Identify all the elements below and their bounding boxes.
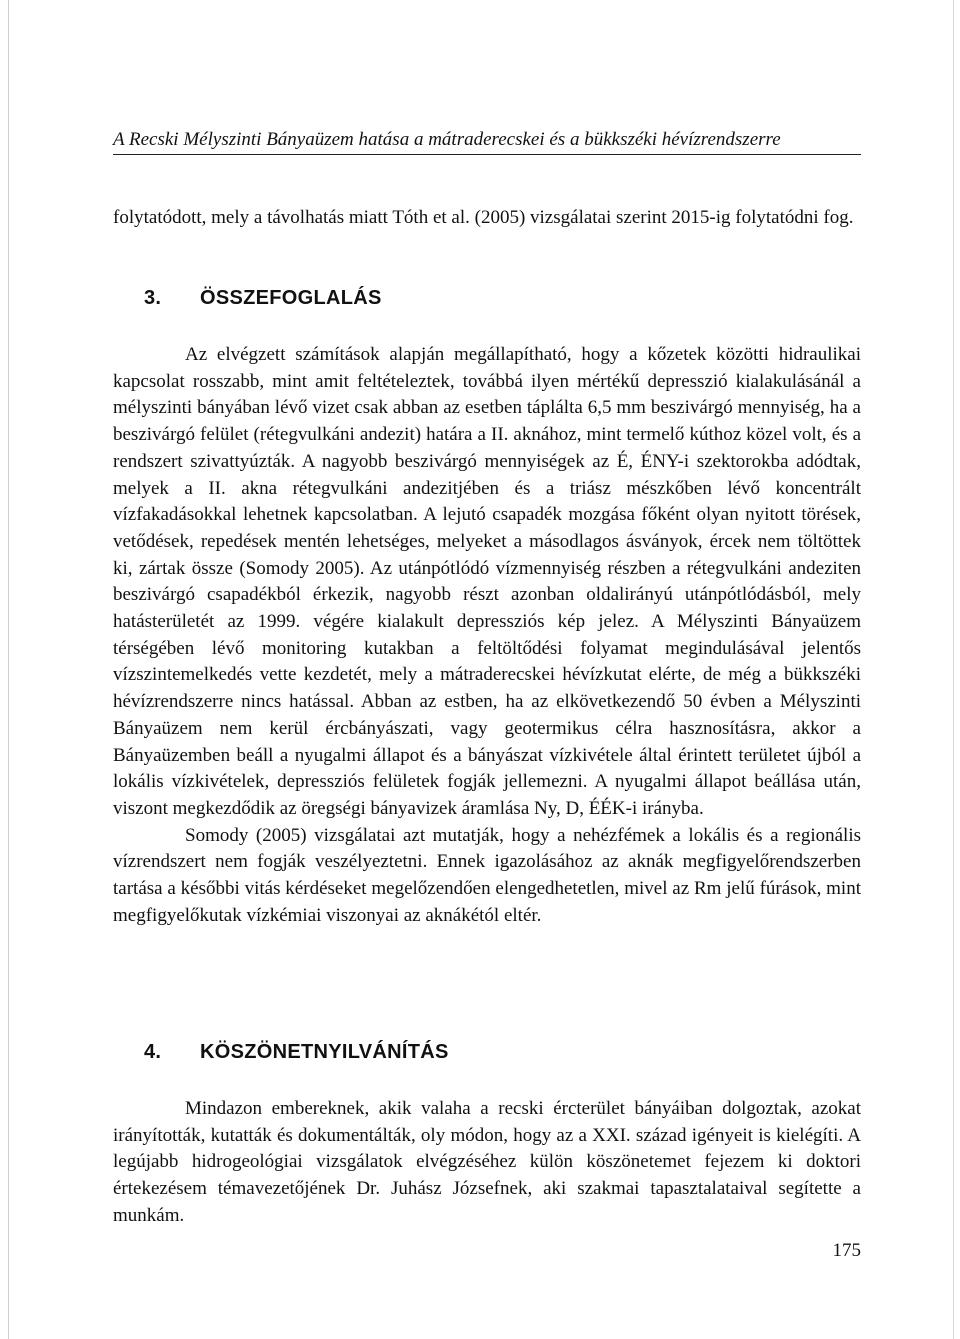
intro-block <box>113 205 861 232</box>
section-3-number: 3. <box>144 287 162 309</box>
section-4-paragraph-1: Mindazon embereknek, akik valaha a recski ércterület bányáiban dolgoztak, azokat irányították, kutatták és dokumentálták, oly módon, hogy az a XXI. század igényeit is kielégíti. A legújabb hidrogeológiai vizsgálatok elvégzéséhez külön köszönetemet fejezem ki doktori értekezésem témavezetőjének Dr. Juhász Józsefnek, aki szakmai tapasztalataival segítette a munkám. <box>113 1098 861 1226</box>
section-4-heading <box>144 1041 449 1064</box>
section-3-paragraph-2: Somody (2005) vizsgálatai azt mutatják, hogy a nehézfémek a lokális és a regionális vízrendszert nem fogják veszélyeztetni. Ennek igazolásához az aknák megfigyelőrendszerben tartása a későbbi vitás kérdéseket megelőzendően elengedhetetlen, mivel az Rm jelű fúrások, mint megfigyelőkutak vízkémiai viszonyai az aknákétól eltér. <box>113 824 861 926</box>
running-head: A Recski Mélyszinti Bányaüzem hatása a mátraderecskei és a bükkszéki hévízrendszerre <box>113 128 861 155</box>
intro-paragraph: folytatódott, mely a távolhatás miatt Tóth et al. (2005) vizsgálatai szerint 2015-ig folytatódni fog. <box>113 207 854 228</box>
scan-edge-right <box>953 0 954 1339</box>
section-4-number: 4. <box>144 1041 162 1063</box>
section-3-body <box>113 342 861 929</box>
section-4-body <box>113 1096 861 1230</box>
page-number: 175 <box>832 1240 861 1261</box>
section-3-paragraph-1: Az elvégzett számítások alapján megállapítható, hogy a kőzetek közötti hidraulikai kapcsolat rosszabb, mint amit feltételeztek, továbbá ilyen mértékű depresszió kialakulásánál a mélyszinti bányában lévő vizet csak abban az esetben táplálta 6,5 mm beszivárgó mennyiség, ha a beszivárgó felület (rétegvulkáni andezit) határa a II. aknához, mint termelő kúthoz közel volt, és a rendszert szivattyúzták. A nagyobb beszivárgó mennyiségek az É, ÉNY-i szektorokba adódtak, melyek a II. akna rétegvulkáni andezitjében és a triász mészkőben lévő koncentrált vízfakadásokkal lehetnek kapcsolatban. A lejutó csapadék mozgása főként olyan nyitott törések, vetődések, repedések mentén lehetséges, melyeket a másodlagos ásványok, ércek nem töltöttek ki, zártak össze (Somody 2005). Az utánpótlódó vízmennyiség részben a rétegvulkáni andeziten beszivárgó csapadékból érkezik, nagyobb részt azonban oldalirányú utánpótlódásból, mely hatásterületét az 1999. végére kialakult depressziós kép jelez. A Mélyszinti Bányaüzem térségében lévő monitoring kutakban a feltöltődési folyamat megindulásával jelentős vízszintemelkedés vette kezdetét, mely a mátraderecskei hévízkutat elérte, de még a bükkszéki hévízrendszerre nincs hatással. Abban az estben, ha az elkövetkezendő 50 évben a Mélyszinti Bányaüzem nem kerül ércbányászati, vagy geotermikus célra hasznosításra, akkor a Bányaüzemben beáll a nyugalmi állapot és a bányászat vízkivétele által érintett területet újból a lokális vízkivételek, depressziós felületek fogják jellemezni. A nyugalmi állapot beállása után, viszont megkezdődik az öregségi bányavizek áramlása Ny, D, ÉÉK-i irányba. <box>113 344 861 819</box>
section-3-title: ÖSSZEFOGLALÁS <box>200 287 382 309</box>
section-4-title: KÖSZÖNETNYILVÁNÍTÁS <box>200 1041 449 1063</box>
section-3-heading <box>144 287 382 310</box>
scan-edge-left <box>8 0 9 1339</box>
